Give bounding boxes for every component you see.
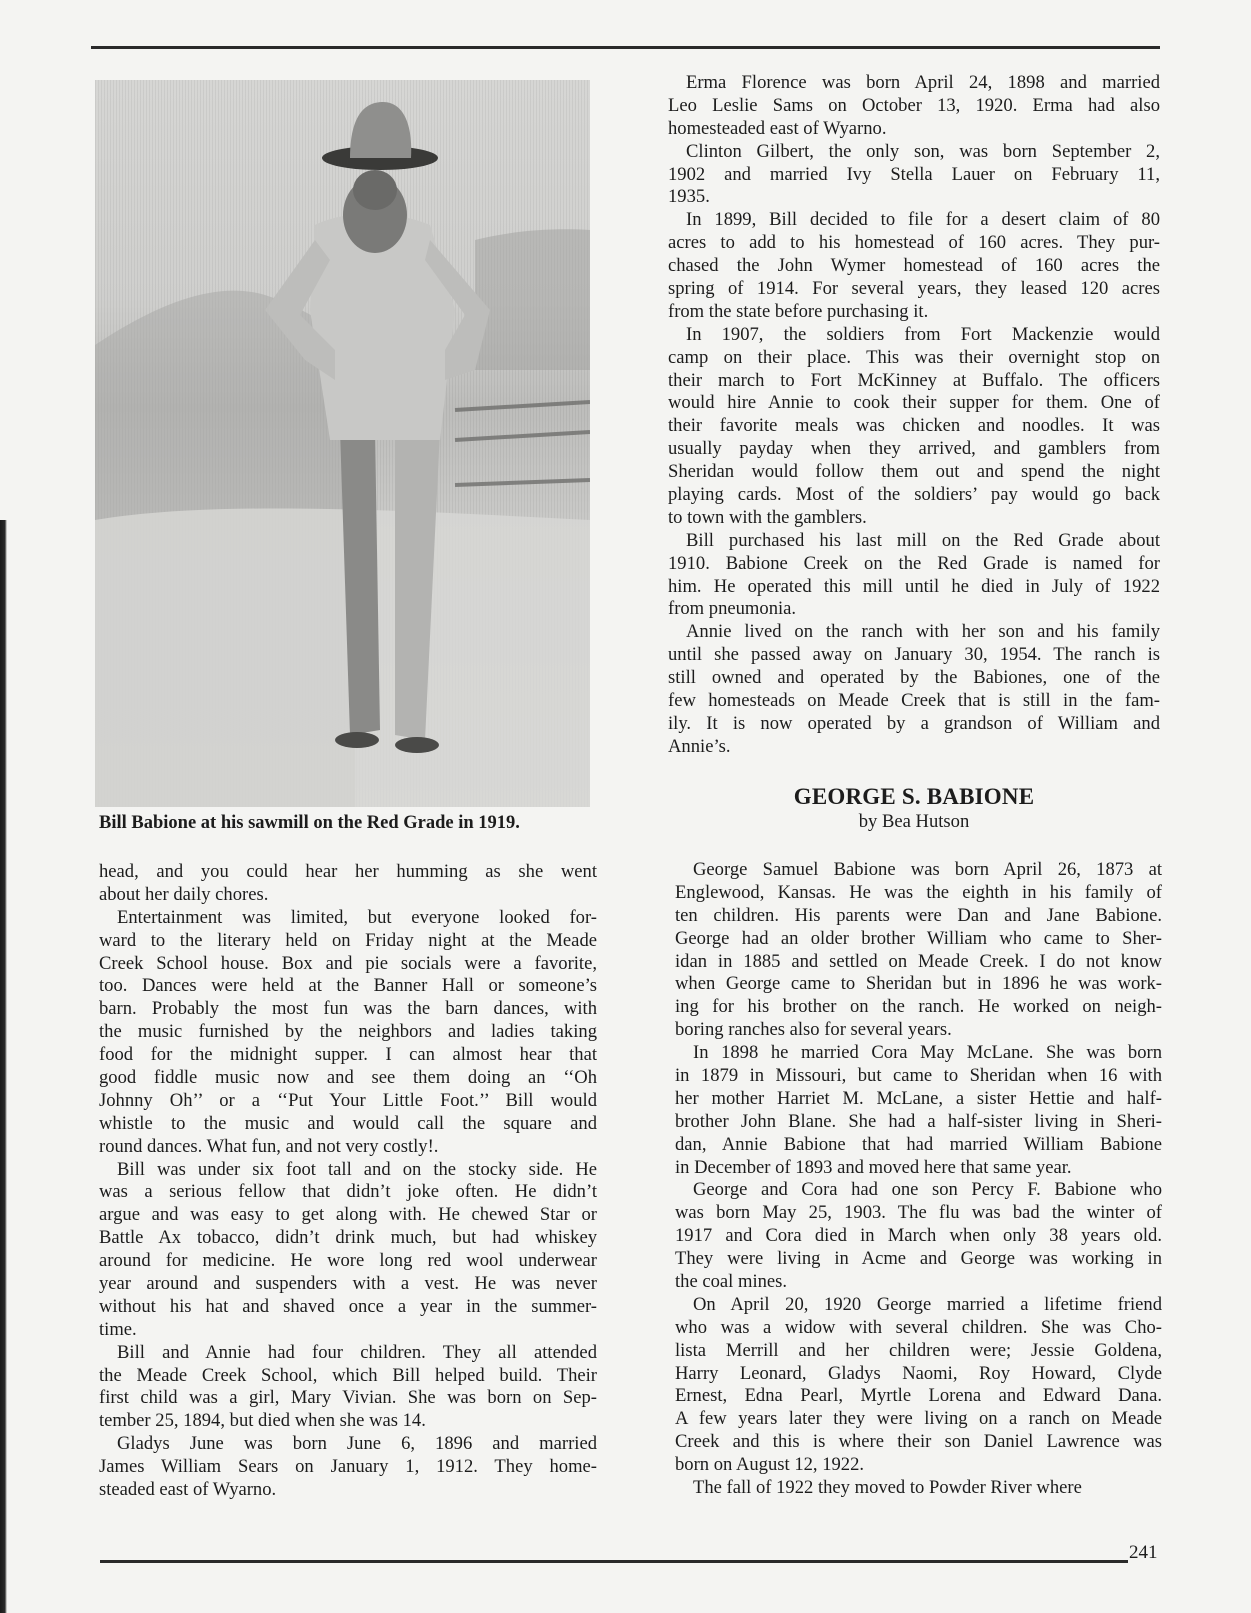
text-line: was a serious fellow that didn’t joke often. He didn’t: [99, 1181, 597, 1203]
text-line: The fall of 1922 they moved to Powder River where: [693, 1477, 1082, 1499]
text-line: brother John Blane. She had a half-sister living in Sheri-: [675, 1110, 1162, 1132]
text-line: their favorite meals was chicken and noodles. It was: [668, 415, 1160, 437]
article-heading: GEORGE S. BABIONE: [793, 784, 1035, 809]
text-line: playing cards. Most of the soldiers’ pay would go back: [668, 484, 1160, 506]
article-byline: by Bea Hutson: [858, 811, 970, 832]
text-line: 1902 and married Ivy Stella Lauer on February 11,: [668, 163, 1160, 185]
text-line: idan in 1885 and settled on Meade Creek. I do not know: [675, 950, 1162, 972]
text-line: Leo Leslie Sams on October 13, 1920. Erma had also: [668, 94, 1160, 116]
text-line: too. Dances were held at the Banner Hall or someone’s: [99, 975, 597, 997]
text-line: 1935.: [668, 186, 710, 208]
text-line: George Samuel Babione was born April 26, 1873 at: [693, 859, 1162, 880]
text-line: steaded east of Wyarno.: [99, 1479, 277, 1501]
text-line: Annie lived on the ranch with her son and his family: [686, 621, 1160, 643]
text-line: Creek School house. Box and pie socials were a favorite,: [99, 952, 597, 974]
text-line: from pneumonia.: [668, 598, 797, 620]
portrait-illustration-icon: [95, 80, 590, 807]
text-line: would hire Annie to cook their supper for them. One of: [668, 392, 1160, 414]
text-line: Creek and this is where their son Daniel Lawrence was: [675, 1431, 1162, 1453]
text-line: Johnny Oh’’ or a ‘‘Put Your Little Foot.’’ Bill would: [99, 1089, 597, 1111]
text-line: Englewood, Kansas. He was the eighth in his family of: [675, 881, 1162, 903]
text-line: Erma Florence was born April 24, 1898 and married: [686, 72, 1160, 93]
text-line: They were living in Acme and George was working in: [675, 1248, 1162, 1270]
text-line: spring of 1914. For several years, they leased 120 acres: [668, 278, 1160, 300]
text-line: their march to Fort McKinney at Buffalo. The officers: [668, 369, 1160, 391]
text-line: born on August 12, 1922.: [675, 1454, 865, 1476]
text-line: barn. Probably the most fun was the barn dances, with: [99, 998, 597, 1020]
text-line: first child was a girl, Mary Vivian. She was born on Sep-: [99, 1387, 597, 1409]
text-line: lista Merrill and her children were; Jessie Goldena,: [675, 1339, 1162, 1361]
right-column-continued-text: [668, 72, 1160, 759]
text-line: still owned and operated by the Babiones, one of the: [668, 667, 1160, 689]
text-line: good fiddle music now and see them doing an ‘‘Oh: [99, 1067, 597, 1089]
text-line: who was a widow with several children. She was Cho-: [675, 1316, 1162, 1338]
text-line: her mother Harriet M. McLane, a sister Hettie and half-: [675, 1087, 1162, 1109]
text-line: ily. It is now operated by a grandson of William and: [668, 712, 1160, 734]
text-line: ing for his brother on the ranch. He worked on neigh-: [675, 996, 1162, 1018]
text-line: 1910. Babione Creek on the Red Grade is named for: [668, 552, 1160, 574]
text-line: year around and suspenders with a vest. He was never: [99, 1273, 597, 1295]
text-line: James William Sears on January 1, 1912. They home-: [99, 1456, 597, 1478]
text-line: Annie’s.: [668, 735, 731, 757]
left-column-text: [99, 861, 597, 1502]
text-line: Clinton Gilbert, the only son, was born September 2,: [686, 140, 1160, 162]
top-rule: [91, 46, 1160, 49]
text-line: In 1898 he married Cora May McLane. She was born: [693, 1042, 1162, 1064]
text-line: food for the midnight supper. I can almost hear that: [99, 1044, 597, 1066]
text-line: In 1899, Bill decided to file for a desert claim of 80: [686, 209, 1160, 231]
text-line: Ernest, Edna Pearl, Myrtle Lorena and Edward Dana.: [675, 1385, 1162, 1407]
text-line: In 1907, the soldiers from Fort Mackenzie would: [686, 323, 1160, 345]
text-line: to town with the gamblers.: [668, 506, 867, 528]
text-line: Bill purchased his last mill on the Red Grade about: [686, 529, 1160, 551]
text-line: the coal mines.: [675, 1271, 788, 1293]
text-line: in 1879 in Missouri, but came to Sheridan when 16 with: [675, 1065, 1162, 1087]
page-number: 241: [1129, 1542, 1158, 1563]
text-line: when George came to Sheridan but in 1896 he was work-: [675, 973, 1162, 995]
text-line: usually payday when they arrived, and gamblers from: [668, 438, 1160, 460]
text-line: around for medicine. He wore long red wool underwear: [99, 1250, 597, 1272]
text-line: time.: [99, 1318, 137, 1340]
text-line: Battle Ax tobacco, didn’t drink much, but had whiskey: [99, 1227, 597, 1249]
text-line: ten children. His parents were Dan and Jane Babione.: [675, 904, 1162, 926]
text-line: argue and was easy to get along with. He chewed Star or: [99, 1204, 597, 1226]
text-line: was born May 25, 1903. The flu was bad the winter of: [675, 1202, 1162, 1224]
text-line: Bill was under six foot tall and on the stocky side. He: [117, 1158, 597, 1180]
text-line: chased the John Wymer homestead of 160 acres the: [668, 255, 1160, 277]
text-line: Sheridan would follow them out and spend the night: [668, 461, 1160, 483]
text-line: without his hat and shaved once a year in the summer-: [99, 1295, 597, 1317]
text-line: the music furnished by the neighbors and ladies taking: [99, 1021, 597, 1043]
text-line: Harry Leonard, Gladys Naomi, Roy Howard, Clyde: [675, 1362, 1162, 1384]
text-line: camp on their place. This was their overnight stop on: [668, 346, 1160, 368]
bottom-rule: [100, 1560, 1128, 1563]
text-line: whistle to the music and would call the square and: [99, 1112, 597, 1134]
photo-bill-babione: [95, 80, 590, 807]
text-line: the Meade Creek School, which Bill helped build. Their: [99, 1364, 597, 1386]
text-line: George had an older brother William who came to Sher-: [675, 927, 1162, 949]
text-line: George and Cora had one son Percy F. Babione who: [693, 1179, 1162, 1201]
text-line: A few years later they were living on a ranch on Meade: [675, 1408, 1162, 1430]
text-line: round dances. What fun, and not very costly!.: [99, 1135, 439, 1157]
photo-caption: Bill Babione at his sawmill on the Red Grade in 1919.: [99, 813, 520, 833]
text-line: Bill and Annie had four children. They all attended: [117, 1341, 597, 1363]
text-line: about her daily chores.: [99, 883, 269, 905]
text-line: head, and you could hear her humming as she went: [99, 861, 597, 882]
text-line: 1917 and Cora died in March when only 38 years old.: [675, 1225, 1162, 1247]
text-line: in December of 1893 and moved here that same year.: [675, 1156, 1072, 1178]
text-line: boring ranches also for several years.: [675, 1019, 952, 1041]
text-line: Entertainment was limited, but everyone looked for-: [117, 906, 597, 928]
text-line: acres to add to his homestead of 160 acres. They pur-: [668, 232, 1160, 254]
text-line: ward to the literary held on Friday night at the Meade: [99, 929, 597, 951]
text-line: tember 25, 1894, but died when she was 14.: [99, 1410, 426, 1432]
text-line: homesteaded east of Wyarno.: [668, 117, 887, 139]
text-line: dan, Annie Babione that had married William Babione: [675, 1133, 1162, 1155]
text-line: On April 20, 1920 George married a lifetime friend: [693, 1293, 1162, 1315]
scan-edge-shadow: [0, 520, 7, 1613]
text-line: him. He operated this mill until he died in July of 1922: [668, 575, 1160, 597]
text-line: Gladys June was born June 6, 1896 and married: [117, 1433, 597, 1455]
text-line: few homesteads on Meade Creek that is still in the fam-: [668, 690, 1160, 712]
article-body-text: [675, 859, 1162, 1500]
text-line: from the state before purchasing it.: [668, 300, 929, 322]
text-line: until she passed away on January 30, 1954. The ranch is: [668, 644, 1160, 666]
